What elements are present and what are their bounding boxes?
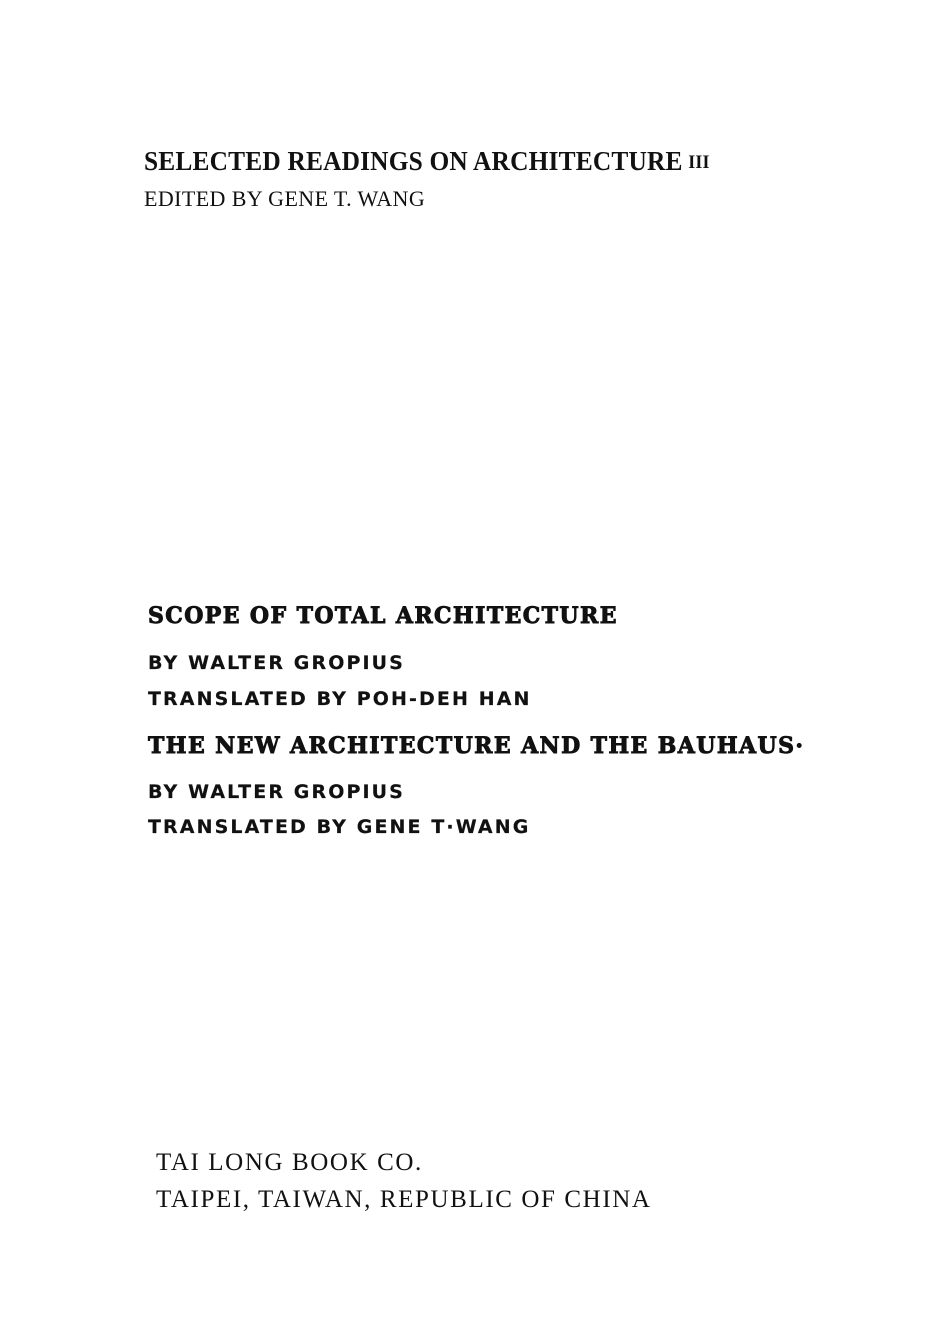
work-2-title: THE NEW ARCHITECTURE AND THE BAUHAUS· [148, 733, 805, 759]
series-volume: III [688, 152, 710, 173]
publisher-name: TAI LONG BOOK CO. [156, 1149, 423, 1176]
series-title-text: SELECTED READINGS ON ARCHITECTURE [144, 146, 683, 176]
publisher-location: TAIPEI, TAIWAN, REPUBLIC OF CHINA [156, 1186, 652, 1213]
work-1-translator: TRANSLATED BY POH-DEH HAN [148, 688, 532, 710]
work-1-title: SCOPE OF TOTAL ARCHITECTURE [148, 603, 618, 629]
work-2-translator: TRANSLATED BY GENE T·WANG [148, 816, 531, 838]
series-editor: EDITED BY GENE T. WANG [144, 186, 426, 211]
series-title [144, 146, 710, 177]
work-2-author: BY WALTER GROPIUS [148, 781, 405, 803]
work-1-author: BY WALTER GROPIUS [148, 652, 405, 674]
